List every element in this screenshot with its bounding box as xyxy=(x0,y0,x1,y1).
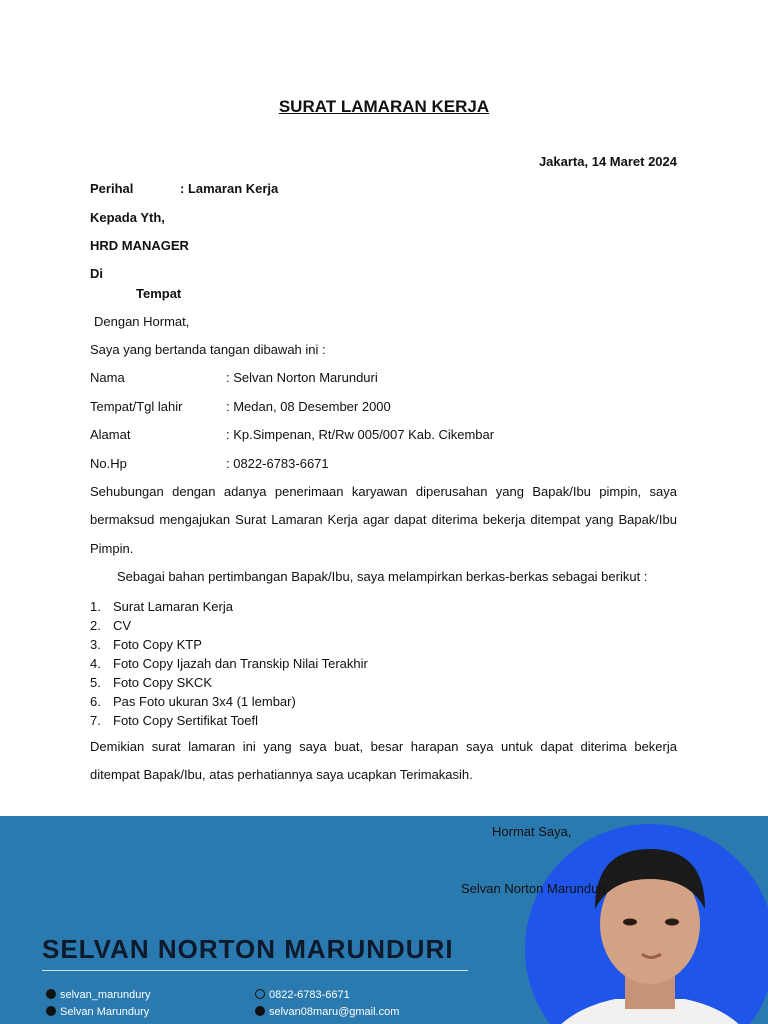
facebook-icon xyxy=(46,1006,56,1016)
list-item: 7. Foto Copy Sertifikat Toefl xyxy=(90,713,258,728)
field-value-alamat: : Kp.Simpenan, Rt/Rw 005/007 Kab. Cikembar xyxy=(226,427,495,442)
list-item: 2. CV xyxy=(90,618,132,633)
letter-title: SURAT LAMARAN KERJA xyxy=(278,97,490,116)
attachment-list xyxy=(90,597,368,730)
field-value-nama: : Selvan Norton Marunduri xyxy=(226,370,378,385)
list-item: 3. Foto Copy KTP xyxy=(90,637,202,652)
paragraph-attachments-intro: Sebagai bahan pertimbangan Bapak/Ibu, saya melampirkan berkas-berkas sebagai berikut : xyxy=(117,569,648,584)
field-value-nohp: : 0822-6783-6671 xyxy=(226,456,329,471)
field-label-nohp: No.Hp xyxy=(90,456,127,471)
whatsapp-icon xyxy=(255,989,265,999)
salutation: Dengan Hormat, xyxy=(94,314,190,329)
footer-divider xyxy=(42,970,468,971)
list-item: 5. Foto Copy SKCK xyxy=(90,675,212,690)
recipient-place: Tempat xyxy=(136,286,182,301)
perihal-value: : Lamaran Kerja xyxy=(180,181,279,196)
closing-greeting: Hormat Saya, xyxy=(492,824,572,839)
phone-contact[interactable]: 0822-6783-6671 xyxy=(255,989,350,1001)
field-label-ttl: Tempat/Tgl lahir xyxy=(90,399,183,414)
list-item: 1. Surat Lamaran Kerja xyxy=(90,599,233,614)
recipient-title: HRD MANAGER xyxy=(90,238,189,253)
footer-name: SELVAN NORTON MARUNDURI xyxy=(42,934,454,964)
field-label-alamat: Alamat xyxy=(90,427,131,442)
email-contact[interactable]: selvan08maru@gmail.com xyxy=(255,1006,399,1018)
signature-name: Selvan Norton Marunduri xyxy=(461,881,606,896)
paragraph-intent: Sehubungan dengan adanya penerimaan karyawan diperusahan yang Bapak/Ibu pimpin, saya bermaksud mengajukan Surat Lamaran Kerja agar dapat diterima bekerja ditempat yang Bapak/Ibu Pimpin. xyxy=(90,484,677,556)
portrait-illustration xyxy=(525,824,768,1024)
profile-photo xyxy=(525,824,768,1024)
perihal-label: Perihal xyxy=(90,181,134,196)
intro-text: Saya yang bertanda tangan dibawah ini : xyxy=(90,342,326,357)
list-item: 4. Foto Copy Ijazah dan Transkip Nilai Terakhir xyxy=(90,656,368,671)
paragraph-closing: Demikian surat lamaran ini yang saya buat, besar harapan saya untuk dapat diterima bekerja ditempat Bapak/Ibu, atas perhatiannya saya ucapkan Terimakasih. xyxy=(90,739,677,783)
recipient-greeting: Kepada Yth, xyxy=(90,210,165,225)
field-label-nama: Nama xyxy=(90,370,125,385)
instagram-contact[interactable]: selvan_marundury xyxy=(46,989,151,1001)
footer-band xyxy=(0,816,768,1024)
email-icon xyxy=(255,1006,265,1016)
field-value-ttl: : Medan, 08 Desember 2000 xyxy=(226,399,391,414)
recipient-di: Di xyxy=(90,266,103,281)
instagram-icon xyxy=(46,989,56,999)
facebook-contact[interactable]: Selvan Marundury xyxy=(46,1006,149,1018)
list-item: 6. Pas Foto ukuran 3x4 (1 lembar) xyxy=(90,694,296,709)
letter-date: Jakarta, 14 Maret 2024 xyxy=(538,154,677,169)
